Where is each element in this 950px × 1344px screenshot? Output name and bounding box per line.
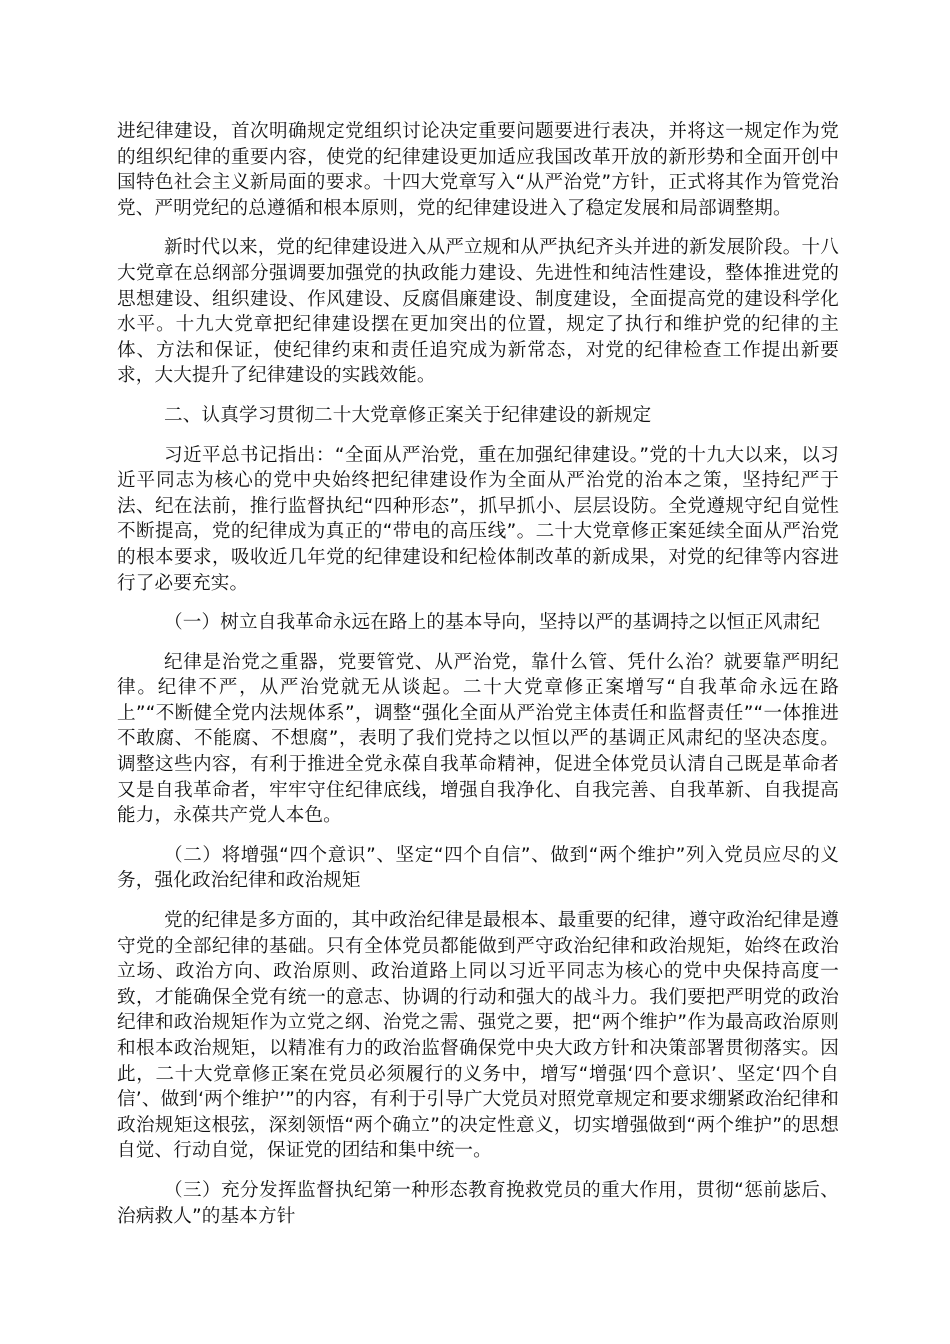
subsection-heading-3: （三）充分发挥监督执纪第一种形态教育挽救党员的重大作用，贯彻“惩前毖后、治病救人”的基本方针 [117,1179,839,1227]
paragraph-1: 进纪律建设，首次明确规定党组织讨论决定重要问题要进行表决，并将这一规定作为党的组织纪律的重要内容，使党的纪律建设更加适应我国改革开放的新形势和全面开创中国特色社会主义新局面的要求。十四大党章写入“从严治党”方针，正式将其作为管党治党、严明党纪的总遵循和根本原则，党的纪律建设进入了稳定发展和局部调整期。 [117,121,839,219]
paragraph-5: 党的纪律是多方面的，其中政治纪律是最根本、最重要的纪律，遵守政治纪律是遵守党的全部纪律的基础。只有全体党员都能做到严守政治纪律和政治规矩，始终在政治立场、政治方向、政治原则、政治道路上同以习近平同志为核心的党中央保持高度一致，才能确保全党有统一的意志、协调的行动和强大的战斗力。我们要把严明党的政治纪律和政治规矩作为立党之纲、治党之需、强党之要，把“两个维护”作为最高政治原则和根本政治规矩，以精准有力的政治监督确保党中央大政方针和决策部署贯彻落实。因此，二十大党章修正案在党员必须履行的义务中，增写“增强‘四个意识’、坚定‘四个自信’、做到‘两个维护’”的内容，有利于引导广大党员对照党章规定和要求绷紧政治纪律和政治规矩这根弦，深刻领悟“两个确立”的决定性意义，切实增强做到“两个维护”的思想自觉、行动自觉，保证党的团结和集中统一。 [117,910,839,1162]
subsection-heading-2: （二）将增强“四个意识”、坚定“四个自信”、做到“两个维护”列入党员应尽的义务，强化政治纪律和政治规矩 [117,844,839,892]
paragraph-4: 纪律是治党之重器，党要管党、从严治党，靠什么管、凭什么治？就要靠严明纪律。纪律不严，从严治党就无从谈起。二十大党章修正案增写“自我革命永远在路上”“不断健全党内法规体系”，调整“强化全面从严治党主体责任和监督责任”“一体推进不敢腐、不能腐、不想腐”，表明了我们党持之以恒以严的基调正风肃纪的坚决态度。调整这些内容，有利于推进全党永葆自我革命精神，促进全体党员认清自己既是革命者又是自我革命者，牢牢守住纪律底线，增强自我净化、自我完善、自我革新、自我提高能力，永葆共产党人本色。 [117,651,839,827]
subsection-heading-1: （一）树立自我革命永远在路上的基本导向，坚持以严的基调持之以恒正风肃纪 [164,612,821,634]
document-page [117,119,839,1243]
paragraph-3: 习近平总书记指出：“全面从严治党，重在加强纪律建设。”党的十九大以来，以习近平同志为核心的党中央始终把纪律建设作为全面从严治党的治本之策，坚持纪严于法、纪在法前，推行监督执纪“四种形态”，抓早抓小、层层设防。全党遵规守纪自觉性不断提高，党的纪律成为真正的“带电的高压线”。二十大党章修正案延续全面从严治党的根本要求，吸收近几年党的纪律建设和纪检体制改革的新成果，对党的纪律等内容进行了必要充实。 [117,444,839,594]
paragraph-2: 新时代以来，党的纪律建设进入从严立规和从严执纪齐头并进的新发展阶段。十八大党章在总纲部分强调要加强党的执政能力建设、先进性和纯洁性建设，整体推进党的思想建设、组织建设、作风建设、反腐倡廉建设、制度建设，全面提高党的建设科学化水平。十九大党章把纪律建设摆在更加突出的位置，规定了执行和维护党的纪律的主体、方法和保证，使纪律约束和责任追究成为新常态，对党的纪律检查工作提出新要求，大大提升了纪律建设的实践效能。 [117,237,839,387]
section-heading-2: 二、认真学习贯彻二十大党章修正案关于纪律建设的新规定 [164,404,652,426]
